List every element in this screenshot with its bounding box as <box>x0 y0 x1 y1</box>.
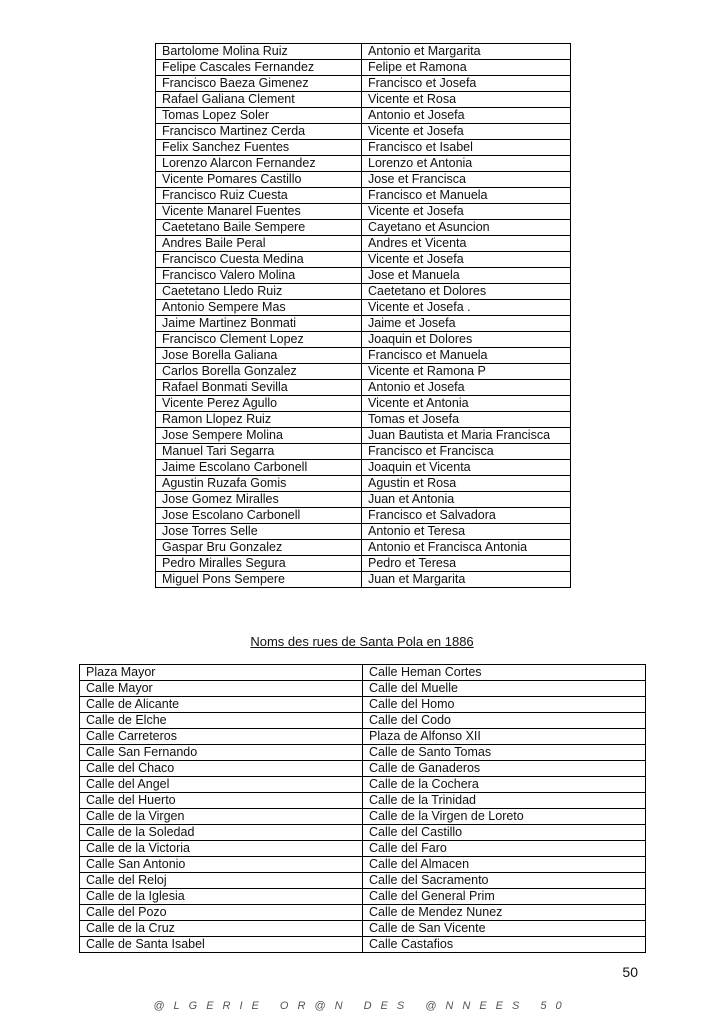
names-row-col2: Francisco et Manuela <box>362 348 571 364</box>
page-number: 50 <box>622 964 638 980</box>
names-row <box>156 556 571 572</box>
names-row <box>156 60 571 76</box>
names-row <box>156 76 571 92</box>
names-row <box>156 364 571 380</box>
names-row <box>156 252 571 268</box>
names-row-col1: Jose Escolano Carbonell <box>156 508 362 524</box>
street-row <box>80 857 646 873</box>
names-row-col2: Vicente et Josefa <box>362 204 571 220</box>
street-row <box>80 937 646 953</box>
names-row-col1: Francisco Cuesta Medina <box>156 252 362 268</box>
names-row <box>156 332 571 348</box>
names-row-col1: Pedro Miralles Segura <box>156 556 362 572</box>
names-row-col1: Ramon Llopez Ruiz <box>156 412 362 428</box>
names-row-col1: Felipe Cascales Fernandez <box>156 60 362 76</box>
names-row <box>156 268 571 284</box>
names-row <box>156 508 571 524</box>
names-row-col2: Juan Bautista et Maria Francisca <box>362 428 571 444</box>
names-row <box>156 124 571 140</box>
names-row-col1: Francisco Ruiz Cuesta <box>156 188 362 204</box>
street-row-col1: Calle de Elche <box>80 713 363 729</box>
names-row-col1: Miguel Pons Sempere <box>156 572 362 588</box>
street-row <box>80 713 646 729</box>
names-row-col2: Juan et Antonia <box>362 492 571 508</box>
street-row-col1: Calle de la Virgen <box>80 809 363 825</box>
section-title: Noms des rues de Santa Pola en 1886 <box>250 634 474 649</box>
street-row-col2: Calle del Muelle <box>363 681 646 697</box>
names-row-col1: Gaspar Bru Gonzalez <box>156 540 362 556</box>
street-row-col1: Calle Mayor <box>80 681 363 697</box>
names-row-col2: Pedro et Teresa <box>362 556 571 572</box>
names-row-col2: Jose et Manuela <box>362 268 571 284</box>
names-row-col1: Manuel Tari Segarra <box>156 444 362 460</box>
street-row-col1: Calle de Alicante <box>80 697 363 713</box>
names-row-col1: Jose Borella Galiana <box>156 348 362 364</box>
names-row-col1: Lorenzo Alarcon Fernandez <box>156 156 362 172</box>
names-row-col2: Antonio et Teresa <box>362 524 571 540</box>
names-row-col2: Joaquin et Vicenta <box>362 460 571 476</box>
names-row-col2: Caetetano et Dolores <box>362 284 571 300</box>
street-row <box>80 921 646 937</box>
street-row-col1: Calle de la Iglesia <box>80 889 363 905</box>
names-row <box>156 284 571 300</box>
street-row-col1: Calle San Fernando <box>80 745 363 761</box>
street-row-col2: Calle de Mendez Nunez <box>363 905 646 921</box>
names-row <box>156 412 571 428</box>
names-row-col1: Agustin Ruzafa Gomis <box>156 476 362 492</box>
names-row <box>156 524 571 540</box>
street-row-col2: Calle del Homo <box>363 697 646 713</box>
names-row-col1: Jaime Martinez Bonmati <box>156 316 362 332</box>
names-row <box>156 44 571 60</box>
names-row-col1: Jaime Escolano Carbonell <box>156 460 362 476</box>
names-row <box>156 316 571 332</box>
names-row-col2: Lorenzo et Antonia <box>362 156 571 172</box>
names-row-col2: Francisco et Salvadora <box>362 508 571 524</box>
names-row-col2: Vicente et Josefa <box>362 252 571 268</box>
street-row <box>80 777 646 793</box>
names-table <box>155 43 571 588</box>
names-row <box>156 492 571 508</box>
names-row <box>156 396 571 412</box>
names-row-col1: Francisco Baeza Gimenez <box>156 76 362 92</box>
names-row <box>156 188 571 204</box>
names-row-col2: Tomas et Josefa <box>362 412 571 428</box>
street-row-col1: Calle de Santa Isabel <box>80 937 363 953</box>
street-row-col1: Calle San Antonio <box>80 857 363 873</box>
names-row-col2: Juan et Margarita <box>362 572 571 588</box>
street-row <box>80 761 646 777</box>
names-row-col1: Tomas Lopez Soler <box>156 108 362 124</box>
names-row-col1: Vicente Manarel Fuentes <box>156 204 362 220</box>
names-row-col1: Felix Sanchez Fuentes <box>156 140 362 156</box>
street-row-col2: Calle Castafios <box>363 937 646 953</box>
names-row-col1: Rafael Galiana Clement <box>156 92 362 108</box>
names-row-col2: Jaime et Josefa <box>362 316 571 332</box>
street-row-col1: Plaza Mayor <box>80 665 363 681</box>
names-row-col1: Caetetano Baile Sempere <box>156 220 362 236</box>
street-row-col2: Calle del General Prim <box>363 889 646 905</box>
names-row <box>156 220 571 236</box>
street-row-col2: Calle Heman Cortes <box>363 665 646 681</box>
names-row-col2: Andres et Vicenta <box>362 236 571 252</box>
streets-table-body <box>80 665 646 953</box>
names-row <box>156 300 571 316</box>
street-row-col2: Calle del Castillo <box>363 825 646 841</box>
street-row <box>80 729 646 745</box>
names-row <box>156 540 571 556</box>
names-row <box>156 444 571 460</box>
names-row <box>156 460 571 476</box>
street-row <box>80 889 646 905</box>
street-row-col2: Calle de Ganaderos <box>363 761 646 777</box>
street-row <box>80 665 646 681</box>
street-row-col1: Calle del Pozo <box>80 905 363 921</box>
street-row-col1: Calle Carreteros <box>80 729 363 745</box>
names-row-col2: Felipe et Ramona <box>362 60 571 76</box>
names-row-col1: Bartolome Molina Ruiz <box>156 44 362 60</box>
names-row-col1: Caetetano Lledo Ruiz <box>156 284 362 300</box>
names-row <box>156 92 571 108</box>
names-row <box>156 380 571 396</box>
street-row-col2: Calle del Codo <box>363 713 646 729</box>
names-row-col1: Jose Sempere Molina <box>156 428 362 444</box>
names-table-body <box>156 44 571 588</box>
street-row-col2: Calle del Faro <box>363 841 646 857</box>
street-row-col1: Calle del Angel <box>80 777 363 793</box>
names-row <box>156 572 571 588</box>
street-row-col2: Calle de la Trinidad <box>363 793 646 809</box>
names-row <box>156 172 571 188</box>
street-row <box>80 873 646 889</box>
street-row-col2: Calle de la Virgen de Loreto <box>363 809 646 825</box>
streets-table <box>79 664 646 953</box>
names-row-col2: Francisco et Isabel <box>362 140 571 156</box>
street-row <box>80 809 646 825</box>
names-row-col2: Vicente et Ramona P <box>362 364 571 380</box>
street-row-col2: Calle del Sacramento <box>363 873 646 889</box>
street-row <box>80 825 646 841</box>
street-row <box>80 745 646 761</box>
names-row-col1: Francisco Clement Lopez <box>156 332 362 348</box>
names-row-col1: Andres Baile Peral <box>156 236 362 252</box>
names-row-col2: Antonio et Josefa <box>362 380 571 396</box>
names-row <box>156 156 571 172</box>
street-row-col1: Calle del Chaco <box>80 761 363 777</box>
names-row <box>156 428 571 444</box>
street-row-col2: Calle de San Vicente <box>363 921 646 937</box>
names-row-col1: Rafael Bonmati Sevilla <box>156 380 362 396</box>
names-row-col2: Francisco et Manuela <box>362 188 571 204</box>
names-row-col1: Carlos Borella Gonzalez <box>156 364 362 380</box>
street-row-col1: Calle del Reloj <box>80 873 363 889</box>
names-row <box>156 476 571 492</box>
names-row-col1: Francisco Valero Molina <box>156 268 362 284</box>
names-row <box>156 348 571 364</box>
footer-text: @LGERIE OR@N DES @NNEES 50 <box>153 1000 571 1012</box>
street-row <box>80 841 646 857</box>
names-row-col1: Antonio Sempere Mas <box>156 300 362 316</box>
street-row-col1: Calle de la Cruz <box>80 921 363 937</box>
names-row <box>156 204 571 220</box>
names-row-col2: Vicente et Josefa <box>362 124 571 140</box>
names-row-col2: Vicente et Antonia <box>362 396 571 412</box>
street-row-col2: Calle de la Cochera <box>363 777 646 793</box>
names-row-col2: Francisco et Josefa <box>362 76 571 92</box>
street-row <box>80 697 646 713</box>
names-row-col2: Cayetano et Asuncion <box>362 220 571 236</box>
names-row-col2: Antonio et Josefa <box>362 108 571 124</box>
street-row <box>80 905 646 921</box>
street-row-col2: Calle de Santo Tomas <box>363 745 646 761</box>
names-row-col1: Vicente Pomares Castillo <box>156 172 362 188</box>
names-row-col2: Vicente et Rosa <box>362 92 571 108</box>
street-row-col2: Plaza de Alfonso XII <box>363 729 646 745</box>
names-row <box>156 108 571 124</box>
names-row-col2: Francisco et Francisca <box>362 444 571 460</box>
names-row-col2: Jose et Francisca <box>362 172 571 188</box>
names-row-col1: Vicente Perez Agullo <box>156 396 362 412</box>
names-row-col2: Agustin et Rosa <box>362 476 571 492</box>
street-row-col1: Calle de la Soledad <box>80 825 363 841</box>
street-row-col2: Calle del Almacen <box>363 857 646 873</box>
names-row-col2: Antonio et Francisca Antonia <box>362 540 571 556</box>
street-row-col1: Calle del Huerto <box>80 793 363 809</box>
names-row-col2: Antonio et Margarita <box>362 44 571 60</box>
names-row-col2: Vicente et Josefa . <box>362 300 571 316</box>
names-row-col1: Jose Torres Selle <box>156 524 362 540</box>
street-row <box>80 681 646 697</box>
street-row <box>80 793 646 809</box>
names-row <box>156 236 571 252</box>
names-row-col1: Francisco Martinez Cerda <box>156 124 362 140</box>
names-row <box>156 140 571 156</box>
street-row-col1: Calle de la Victoria <box>80 841 363 857</box>
names-row-col2: Joaquin et Dolores <box>362 332 571 348</box>
names-row-col1: Jose Gomez Miralles <box>156 492 362 508</box>
